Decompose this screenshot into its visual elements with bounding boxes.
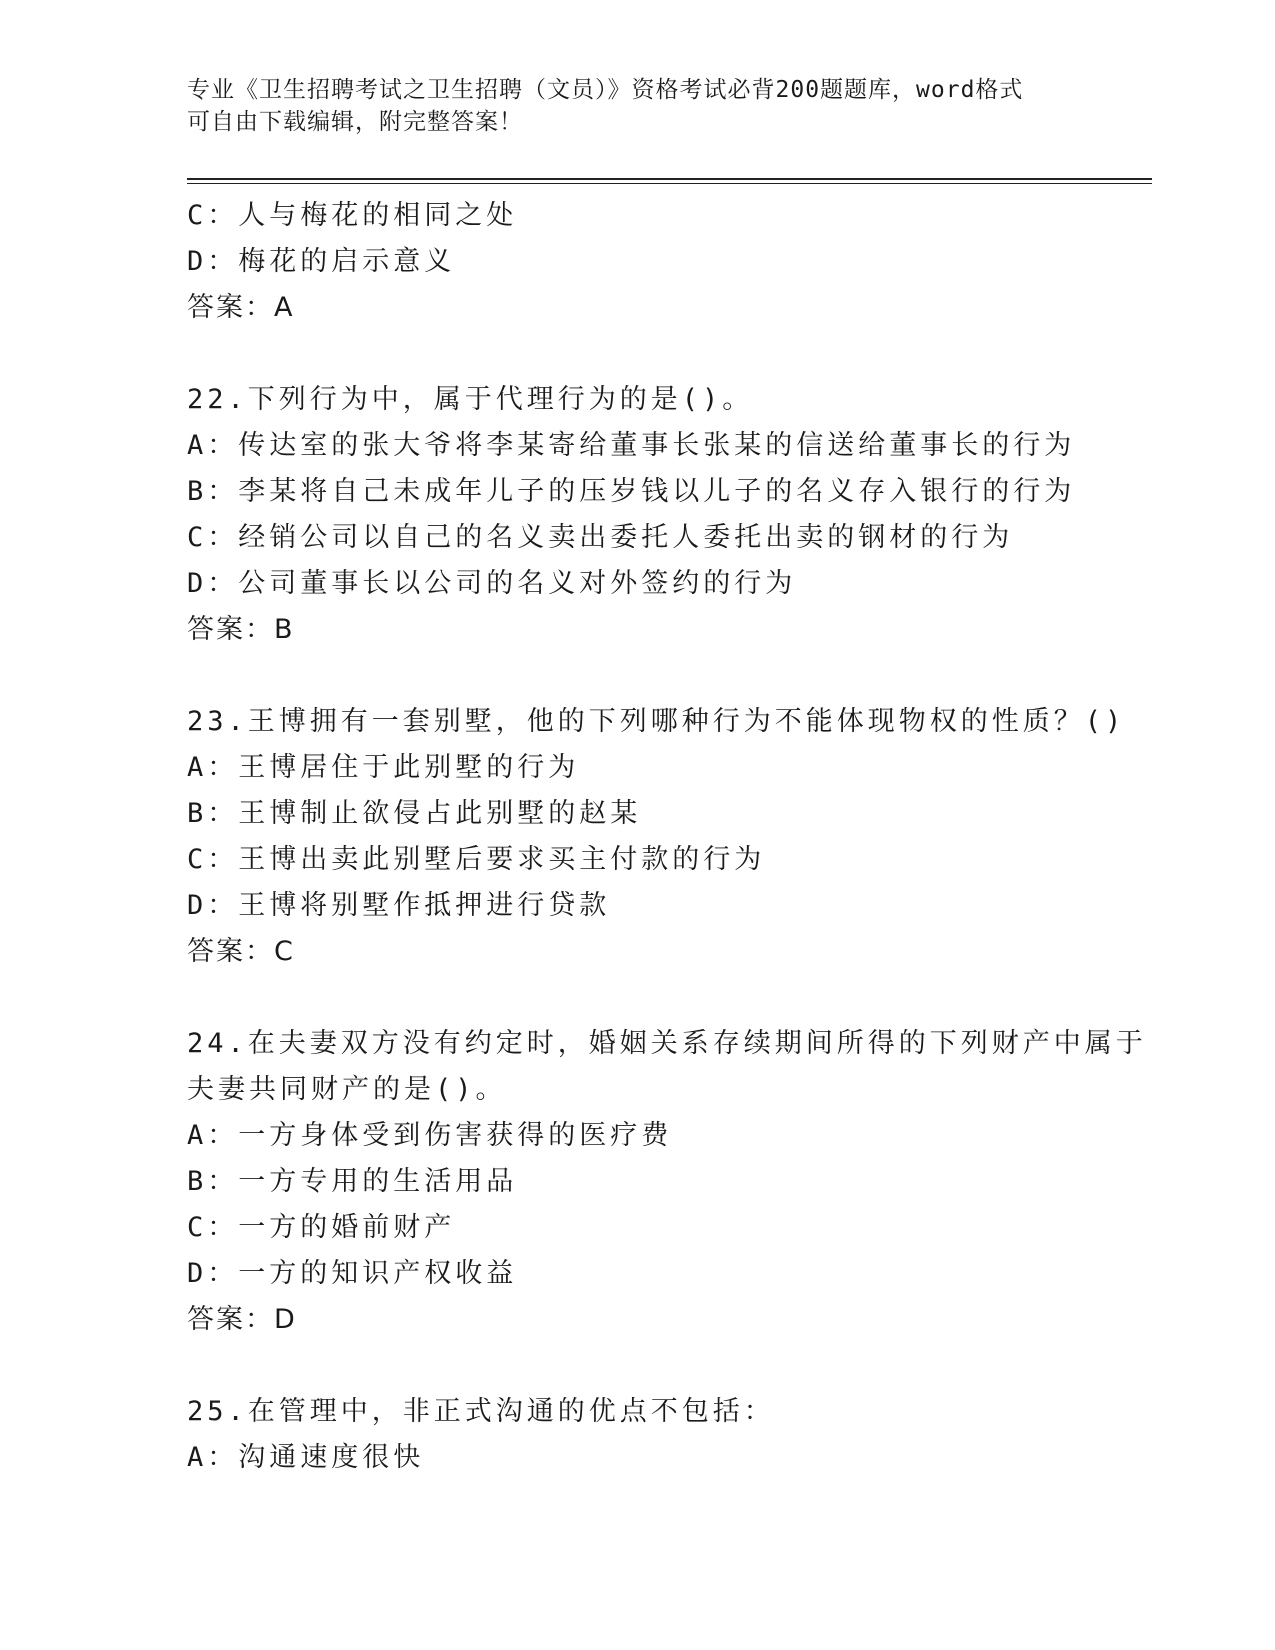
header-line-2: 可自由下载编辑，附完整答案！ [187, 109, 523, 135]
option-b: B：一方专用的生活用品 [187, 1166, 518, 1197]
answer-line: 答案：A [187, 292, 295, 323]
question-stem: 22.下列行为中，属于代理行为的是()。 [187, 384, 754, 415]
answer-line: 答案：B [187, 614, 295, 645]
spacer [187, 1343, 1147, 1389]
option-a: A：沟通速度很快 [187, 1442, 425, 1473]
question-stem: 23.王博拥有一套别墅，他的下列哪种行为不能体现物权的性质？() [187, 706, 1126, 737]
question-stem: 25.在管理中，非正式沟通的优点不包括： [187, 1396, 775, 1427]
question-22 [187, 377, 1147, 653]
answer-line: 答案：C [187, 936, 295, 967]
option-d: D：一方的知识产权收益 [187, 1258, 518, 1289]
question-stem-line-2: 夫妻共同财产的是()。 [187, 1074, 507, 1105]
spacer [187, 975, 1147, 1021]
option-c: C：一方的婚前财产 [187, 1212, 456, 1243]
option-c: C：经销公司以自己的名义卖出委托人委托出卖的钢材的行为 [187, 522, 1014, 553]
document-header [187, 74, 1087, 138]
option-d: D：公司董事长以公司的名义对外签约的行为 [187, 568, 797, 599]
option-b: B：李某将自己未成年儿子的压岁钱以儿子的名义存入银行的行为 [187, 476, 1076, 507]
question-stem-line-1: 24.在夫妻双方没有约定时，婚姻关系存续期间所得的下列财产中属于 [187, 1028, 1147, 1059]
spacer [187, 653, 1147, 699]
question-24 [187, 1021, 1147, 1343]
question-list [187, 193, 1147, 1481]
question-21-partial [187, 193, 1147, 331]
option-d: D：梅花的启示意义 [187, 246, 456, 277]
option-c: C：王博出卖此别墅后要求买主付款的行为 [187, 844, 766, 875]
question-25 [187, 1389, 1147, 1481]
option-a: A：王博居住于此别墅的行为 [187, 752, 580, 783]
option-a: A：一方身体受到伤害获得的医疗费 [187, 1120, 673, 1151]
option-b: B：王博制止欲侵占此别墅的赵某 [187, 798, 642, 829]
header-divider-thick [187, 178, 1152, 180]
option-a: A：传达室的张大爷将李某寄给董事长张某的信送给董事长的行为 [187, 430, 1076, 461]
header-divider-thin [187, 183, 1152, 184]
option-c: C：人与梅花的相同之处 [187, 200, 518, 231]
header-line-1: 专业《卫生招聘考试之卫生招聘（文员）》资格考试必背200题题库，word格式 [187, 77, 1024, 103]
spacer [187, 331, 1147, 377]
answer-line: 答案：D [187, 1304, 297, 1335]
question-23 [187, 699, 1147, 975]
option-d: D：王博将别墅作抵押进行贷款 [187, 890, 611, 921]
